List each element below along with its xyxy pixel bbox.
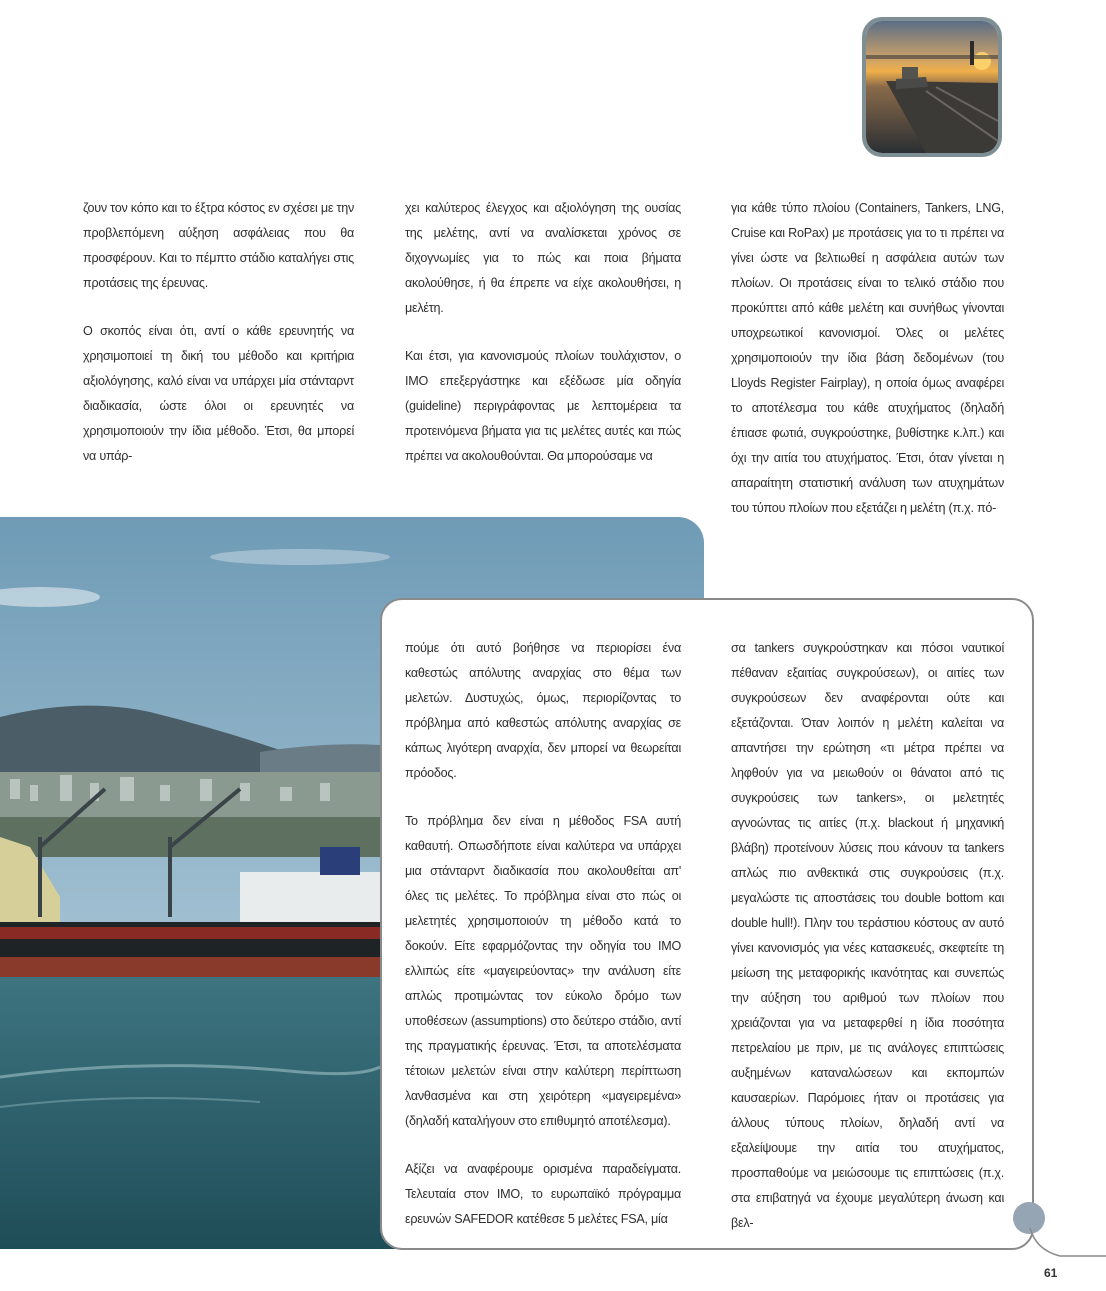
page-number: 61 bbox=[1044, 1266, 1058, 1280]
card-text-column-2 bbox=[731, 636, 1004, 1236]
sunset-ship-illustration bbox=[866, 21, 998, 153]
decorative-curve-line bbox=[1020, 1228, 1106, 1264]
top-text-column-2 bbox=[405, 196, 681, 469]
top-text-column-3 bbox=[731, 196, 1004, 521]
card-text-column-1 bbox=[405, 636, 681, 1232]
thumbnail-sunset-ship-image bbox=[862, 17, 1002, 157]
paragraph: για κάθε τύπο πλοίου (Containers, Tankers, LNG, Cruise και RoPax) με προτάσεις για το τι πρέπει να γίνει ώστε να βελτιωθεί η ασφάλεια αυτών των πλοίων. Οι προτάσεις είναι το τελικό στάδιο που προκύπτει από κάθε μελέτη και συνήθως γίνονται υποχρεωτικοί κανονισμοί. Όλες οι μελέτες χρησιμοποιούν την ίδια βάση δεδομένων (του Lloyds Register Fairplay), η οποία όμως αναφέρει το αποτέλεσμα του κάθε ατυχήματος (δηλαδή έπιασε φωτιά, συγκρούστηκε, βυθίστηκε κ.λπ.) και όχι την αιτία του ατυχήματος. Έτσι, όταν γίνεται η απαραίτητη στατιστική ανάλυση των ατυχημάτων του τύπου πλοίων που εξετάζει η μελέτη (π.χ. πό- bbox=[731, 201, 1004, 515]
paragraph: Ο σκοπός είναι ότι, αντί ο κάθε ερευνητής να χρησιμοποιεί τη δική του μέθοδο και κριτήρια αξιολόγησης, καλό είναι να υπάρχει μία στάνταρντ διαδικασία, ώστε όλοι οι ερευνητές να χρησιμοποιούν την ίδια μέθοδο. Έτσι, θα μπορεί να υπάρ- bbox=[83, 324, 354, 463]
paragraph: χει καλύτερος έλεγχος και αξιολόγηση της ουσίας της μελέτης, αντί να αναλίσκεται χρόνος σε διχογνωμίες για το πώς και ποια βήματα ακολούθησε, ή θα έπρεπε να είχε ακολουθήσει, η μελέτη. bbox=[405, 201, 681, 315]
paragraph: σα tankers συγκρούστηκαν και πόσοι ναυτικοί πέθαναν εξαιτίας συγκρούσεων), οι αιτίες των συγκρούσεων δεν αναφέρονται ούτε και εξετάζονται. Όταν λοιπόν η μελέτη καλείται να απαντήσει την ερώτηση «τι μέτρα πρέπει να ληφθούν για να μειωθούν οι θάνατοι από τις συγκρούσεις των tankers», οι μελετητές αγνοώντας τις αιτίες (π.χ. blackout ή μηχανική βλάβη) προτείνουν λύσεις που κάνουν τα tankers απλώς πιο ανθεκτικά στις συγκρούσεις (π.χ. μεγαλώστε τις αποστάσεις του double bottom και double hull!). Πλην του τεράστιου κόστους αν αυτό γίνει κανονισμός για νέες κατασκευές, σκεφτείτε τη μείωση της μεταφορικής ικανότητας και συνεπώς την αύξηση του αριθμού των πλοίων που χρειάζονται για να μεταφερθεί η ίδια ποσότητα πετρελαίου με πριν, με τις ανάλογες επιπτώσεις αυξημένων καταναλώσεων και εκπομπών καυσαερίων. Παρόμοιες ήταν οι προτάσεις για άλλους τύπους πλοίων, δηλαδή αντί να εξαλείψουμε την αιτία του ατυχήματος, προσπαθούμε να μειώσουμε τις επιπτώσεις (π.χ. στα επιβατηγά να έχουμε μεγαλύτερη άνωση και βελ- bbox=[731, 641, 1004, 1230]
paragraph: ζουν τον κόπο και το έξτρα κόστος εν σχέσει με την προβλεπόμενη αύξηση ασφάλειας που θα προσφέρουν. Και το πέμπτο στάδιο καταλήγει στις προτάσεις της έρευνας. bbox=[83, 201, 354, 290]
paragraph: Αξίζει να αναφέρουμε ορισμένα παραδείγματα. Τελευταία στον IMO, το ευρωπαϊκό πρόγραμμα ερευνών SAFEDOR κατέθεσε 5 μελέτες FSA, μία bbox=[405, 1162, 681, 1226]
paragraph: Το πρόβλημα δεν είναι η μέθοδος FSA αυτή καθαυτή. Οπωσδήποτε είναι καλύτερα να υπάρχει μια στάνταρντ διαδικασία που ακολουθείται απ' όλες τις μελέτες. Το πρόβλημα είναι στο πώς οι μελετητές χρησιμοποιούν τη μέθοδο κατά το δοκούν. Είτε εφαρμόζοντας την οδηγία του IMO ελλιπώς είτε «μαγειρεύοντας» την ανάλυση είτε απλώς προτιμώντας τον εύκολο δρόμο των υποθέσεων (assumptions) στο δεύτερο στάδιο, αντί της πραγματικής έρευνας. Έτσι, τα αποτελέσματα τέτοιων μελετών είναι στην καλύτερη περίπτωση λανθασμένα και στη χειρότερη «μαγειρεμένα» (δηλαδή καταλήγουν στο επιθυμητό αποτέλεσμα). bbox=[405, 814, 681, 1128]
paragraph: πούμε ότι αυτό βοήθησε να περιορίσει ένα καθεστώς απόλυτης αναρχίας στο θέμα των μελετών. Δυστυχώς, όμως, περιορίζοντας το πρόβλημα από καθεστώς απόλυτης αναρχίας σε κάπως λιγότερη αναρχία, δεν μπορεί να θεωρείται πρόοδος. bbox=[405, 641, 681, 780]
paragraph: Και έτσι, για κανονισμούς πλοίων τουλάχιστον, ο IMO επεξεργάστηκε και εξέδωσε μία οδηγία (guideline) περιγράφοντας με λεπτομέρεια τα προτεινόμενα βήματα για τις μελέτες αυτές και πώς πρέπει να ακολουθούνται. Θα μπορούσαμε να bbox=[405, 349, 681, 463]
top-text-column-1 bbox=[83, 196, 354, 469]
